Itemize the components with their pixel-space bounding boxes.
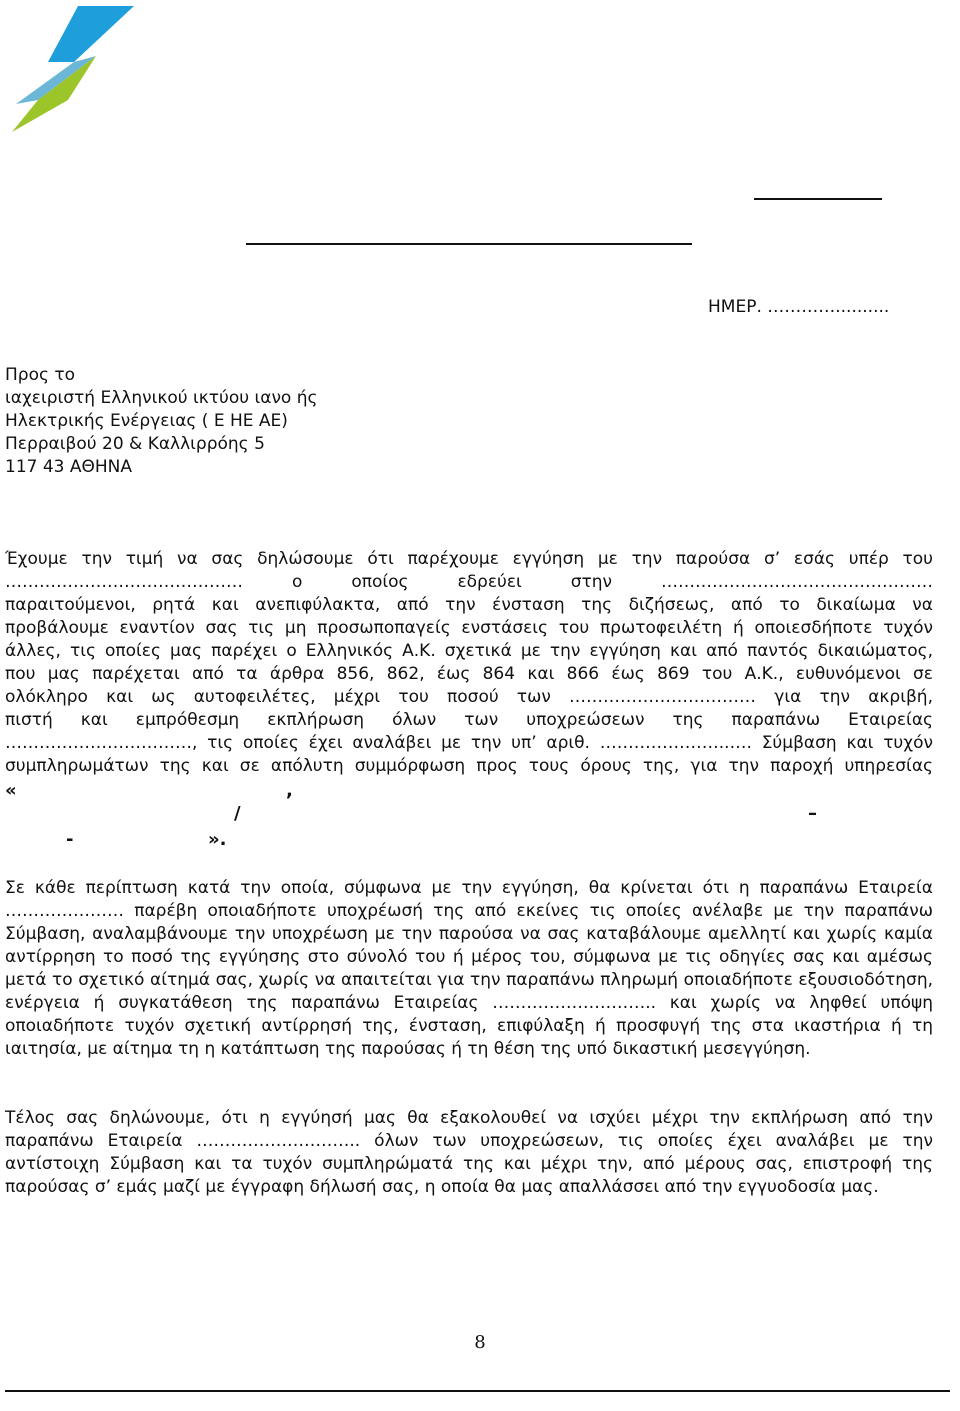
page-number: 8	[474, 1332, 486, 1353]
paragraph-line: που μας παρέχεται από τα άρθρα 856, 862, έως 864 και 866 έως 869 του Α.Κ., ευθυνόμενοι σε	[5, 664, 933, 684]
paragraph-line: πιστή και εμπρόθεσμη εκπλήρωση όλων των υποχρεώσεων της παραπάνω Εταιρείας	[5, 710, 933, 730]
validity-paragraph	[5, 1107, 933, 1199]
payment-paragraph	[5, 877, 933, 1061]
service-close-quote: ».	[208, 829, 227, 850]
paragraph-line: …………………………………… ο οποίος εδρεύει στην …………………………………………	[5, 572, 933, 592]
date-line: ΗΜΕΡ. …………..........	[708, 297, 890, 317]
service-dash: –	[808, 803, 817, 824]
company-logo	[8, 4, 138, 132]
recipient-line: 117 43 ΑΘΗΝΑ	[5, 457, 133, 477]
top-long-rule	[246, 243, 692, 245]
paragraph-line: συμπληρωμάτων της και σε απόλυτη συμμόρφωση προς τους όρους της, για την παροχή υπηρεσίας	[5, 756, 933, 776]
paragraph-line: ολόκληρο και ως αυτοφειλέτες, μέχρι του ποσού των …………………………… για την ακριβή,	[5, 687, 933, 707]
paragraph-line: προβάλουμε εναντίον σας τις μη προσωποπαγείς ενστάσεις του πρωτοφειλέτη ή οποιεσδήποτε τυχόν	[5, 618, 933, 638]
paragraph-text: Τέλος σας δηλώνουμε, ότι η εγγύησή μας θα εξακολουθεί να ισχύει μέχρι την εκπλήρωση από την παραπάνω Εταιρεία ……………………….. όλων των υποχρεώσεων, τις οποίες έχει αναλάβει με την αντίστοιχη Σύμβαση και τα τυχόν συμπληρώματά της και μέχρι την, από μέρους σας, επιστροφή της παρούσας σ’ εμάς μαζί με έγγραφη δήλωσή σας, η οποία θα μας απαλλάσσει από την εγγυοδοσία μας.	[5, 1108, 933, 1197]
service-comma: ,	[286, 780, 293, 801]
footer-rule	[5, 1390, 950, 1392]
paragraph-line: άλλες, τις οποίες μας παρέχει ο Ελληνικός Α.Κ. σχετικά με την εγγύηση και από παντός δικαιώματος,	[5, 641, 933, 661]
paragraph-line: παραιτούμενοι, ρητά και ανεπιφύλακτα, από την ένσταση της διζήσεως, από το δικαίωμα να	[5, 595, 933, 615]
recipient-line: Ηλεκτρικής Ενέργειας ( Ε ΗΕ ΑΕ)	[5, 411, 288, 431]
service-slash: /	[234, 803, 241, 824]
paragraph-text: Σε κάθε περίπτωση κατά την οποία, σύμφωνα με την εγγύηση, θα κρίνεται ότι η παραπάνω Εταιρεία ………………… παρέβη οποιαδήποτε υποχρέωσή της από εκείνες τις οποίες ανέλαβε με την παραπάνω Σύμβαση, αναλαμβάνουμε την υποχρέωση με την παρούσα να σας καταβάλουμε αμελλητί και χωρίς καμία αντίρρηση το ποσό της εγγύησης στο σύνολό του ή μέρος του, σύμφωνα με τις οδηγίες σας και αμέσως μετά το σχετικό αίτημά σας, χωρίς να απαιτείται για την παραπάνω πληρωμή οποιαδήποτε εξουσιοδότηση, ενέργεια ή συγκατάθεση της παραπάνω Εταιρείας ……………………….. και χωρίς να ληφθεί υπόψη οποιαδήποτε τυχόν σχετική αντίρρησή της, ένσταση, επιφύλαξη ή προσφυγή της στα ικαστήρια ή τη ιαιτησία, με αίτημα τη η κατάπτωση της παρούσας ή τη θέση της υπό δικαστική μεσεγγύηση.	[5, 878, 933, 1059]
service-open-quote: «	[5, 780, 17, 801]
paragraph-line: ……………………………, τις οποίες έχει αναλάβει με την υπ’ αριθ. …………………..…. Σύμβαση και τυχόν	[5, 733, 933, 753]
top-short-rule	[754, 198, 882, 200]
recipient-line: Περραιβού 20 & Καλλιρρόης 5	[5, 434, 265, 454]
recipient-line: Προς το	[5, 365, 75, 385]
paragraph-line: Έχουμε την τιμή να σας δηλώσουμε ότι παρέχουμε εγγύηση με την παρούσα σ’ εσάς υπέρ του	[5, 549, 933, 569]
recipient-line: ιαχειριστή Ελληνικού ικτύου ιανο ής	[5, 388, 318, 408]
service-hyphen: -	[66, 829, 74, 850]
